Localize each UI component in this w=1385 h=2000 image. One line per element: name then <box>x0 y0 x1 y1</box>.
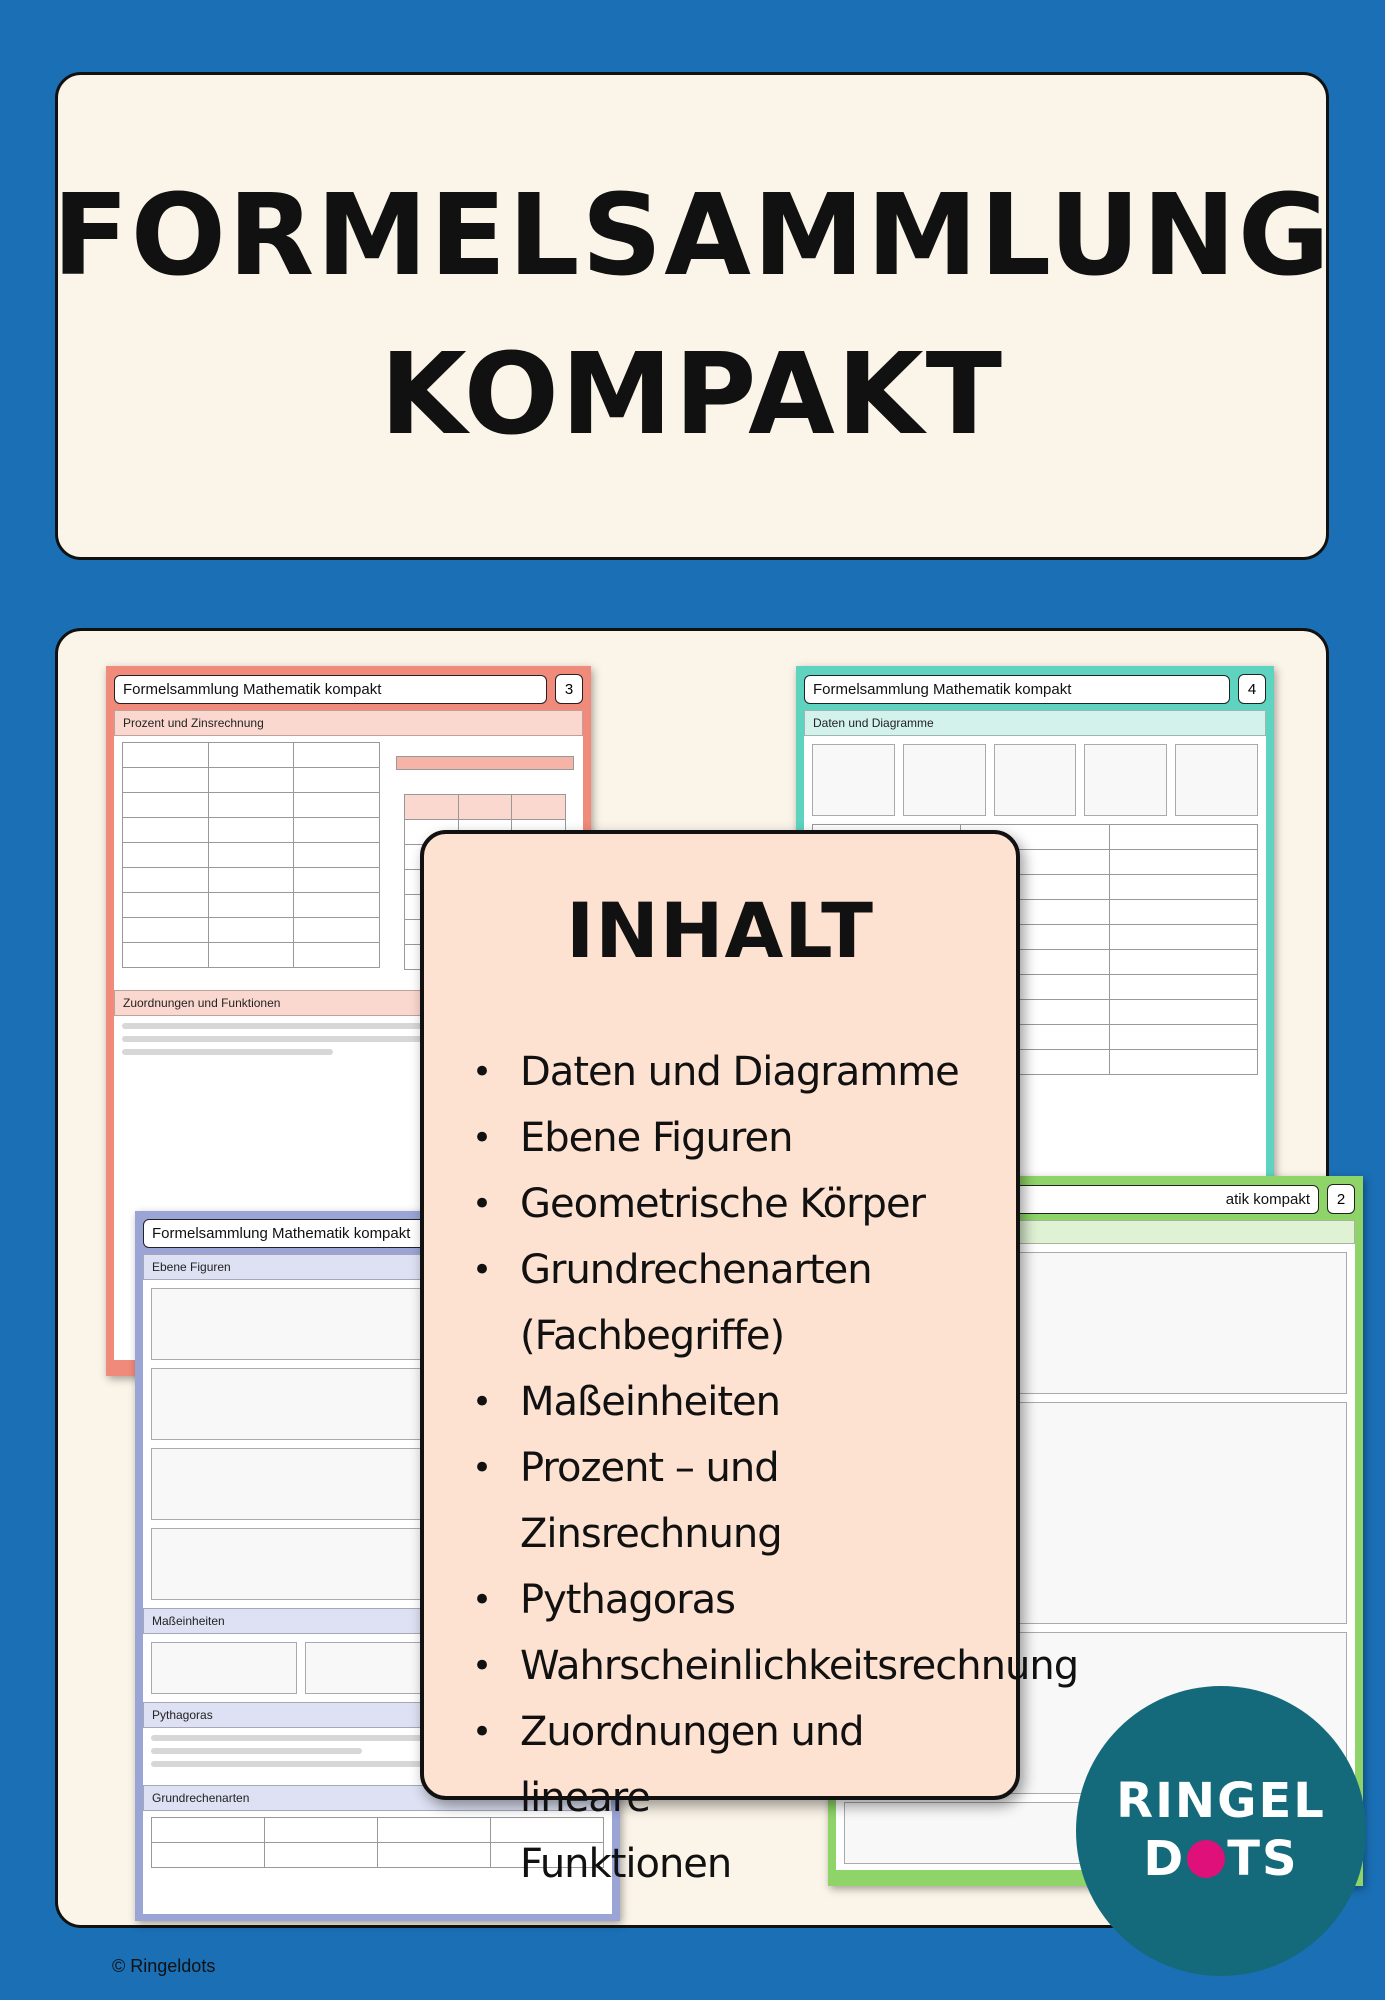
contents-item: • Wahrscheinlichkeitsrechnung <box>472 1643 1079 1689</box>
sheet-title: Formelsammlung Mathematik kompakt <box>143 1219 612 1248</box>
section-header: Grundrechenarten <box>143 1785 612 1811</box>
contents-item: • Geometrische Körper <box>472 1181 926 1227</box>
contents-item: • Zuordnungen und lineare <box>472 1709 864 1821</box>
sheet-title: Formelsammlung Mathematik kompakt <box>114 675 547 704</box>
section-header: Pythagoras <box>143 1702 612 1728</box>
copyright-text: © Ringeldots <box>112 1956 216 1976</box>
section-header: Zuordnungen und Funktionen <box>114 990 583 1016</box>
sheet-number: 4 <box>1238 674 1266 704</box>
contents-item-continuation: Funktionen <box>520 1841 732 1887</box>
section-header: Ebene Figuren <box>143 1254 612 1280</box>
formula-table <box>122 742 380 968</box>
contents-item: • Maßeinheiten <box>472 1379 781 1425</box>
section-header: Prozent und Zinsrechnung <box>114 710 583 736</box>
contents-item: • Pythagoras <box>472 1577 735 1623</box>
contents-list <box>424 1039 1079 1897</box>
contents-item: • Prozent – und Zinsrechnung <box>472 1445 782 1557</box>
contents-card <box>420 830 1079 1887</box>
sheet-header <box>796 666 1274 710</box>
title-card <box>52 72 1332 560</box>
section-header: Daten und Diagramme <box>804 710 1266 736</box>
sheet-number: 2 <box>1327 1184 1355 1214</box>
contents-heading: INHALT <box>566 886 874 975</box>
contents-item: • Ebene Figuren <box>472 1115 793 1161</box>
sheet-title: Formelsammlung Mathematik kompakt <box>804 675 1230 704</box>
sheet-header <box>106 666 591 710</box>
title-line-1: FORMELSAMMLUNG <box>52 170 1332 301</box>
logo-line-2: D TS <box>1143 1831 1299 1887</box>
contents-item-continuation: (Fachbegriffe) <box>520 1313 785 1359</box>
contents-item: • Daten und Diagramme <box>472 1049 959 1095</box>
sheet-title: atik kompakt <box>836 1185 1319 1214</box>
sheet-number: 3 <box>555 674 583 704</box>
title-line-2: KOMPAKT <box>379 330 1005 460</box>
ringeldots-logo <box>1076 1686 1366 1976</box>
logo-dot-icon <box>1187 1840 1225 1878</box>
contents-item: • Grundrechenarten <box>472 1247 872 1293</box>
logo-line-1: RINGEL <box>1116 1773 1326 1830</box>
section-header: Maßeinheiten <box>143 1608 612 1634</box>
